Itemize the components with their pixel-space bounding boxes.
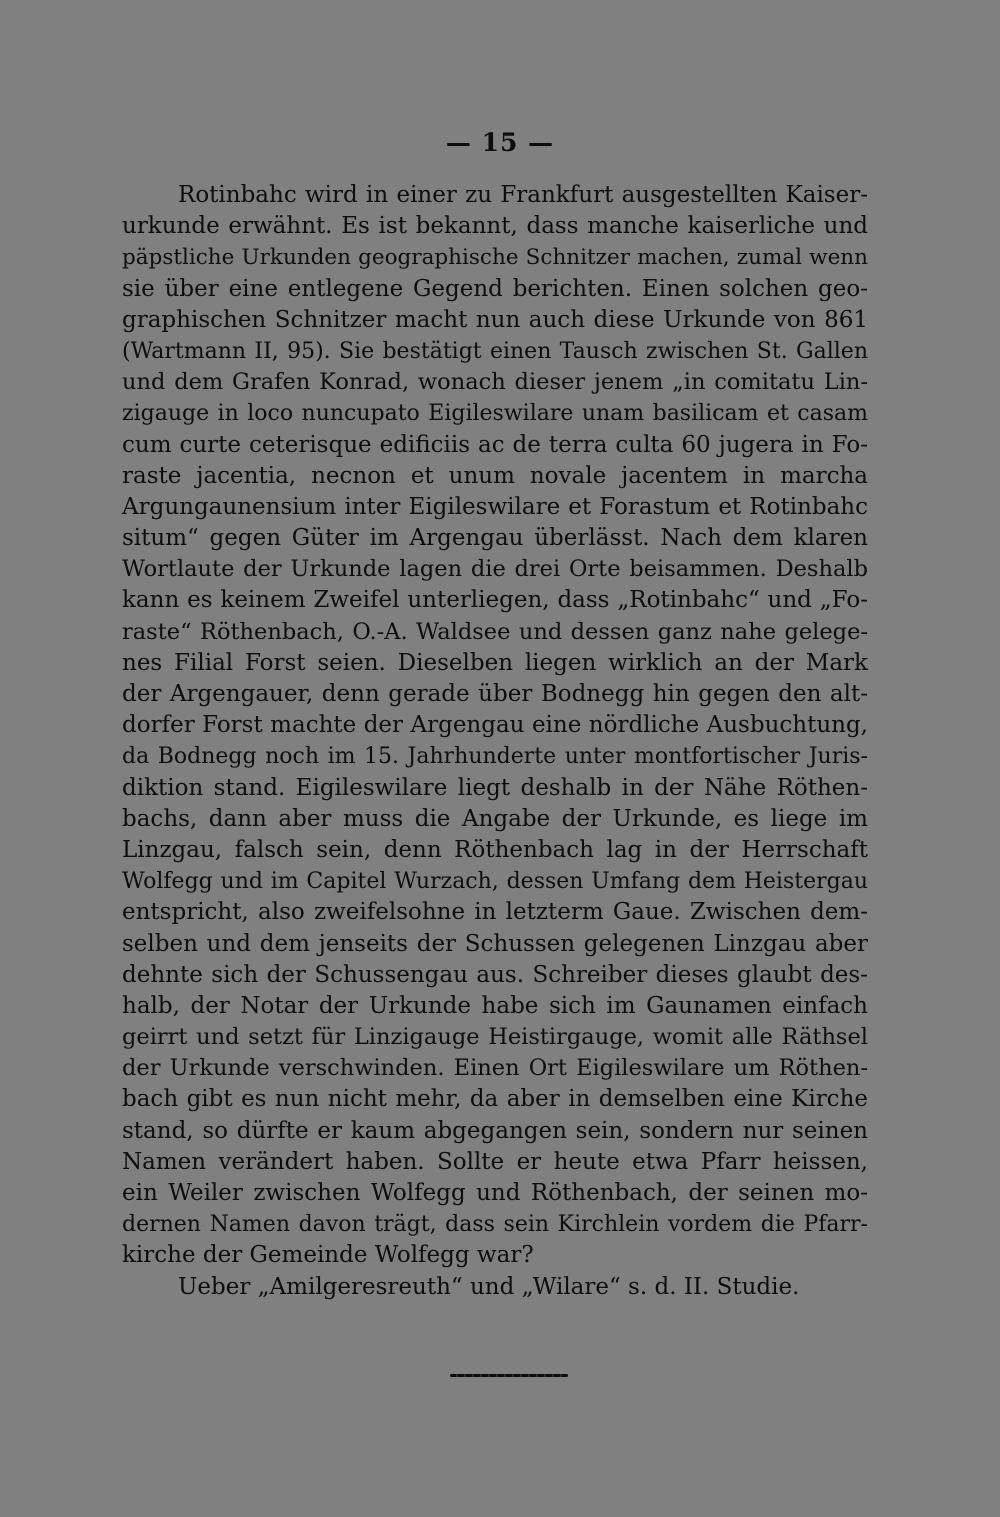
text-line: geirrt und setzt für Linzigauge Heistirgauge, womit alle Räthsel [122, 1024, 868, 1051]
text-line: zigauge in loco nuncupato Eigileswilare unam basilicam et casam [122, 401, 868, 427]
text-line: bach gibt es nun nicht mehr, da aber in demselben eine Kirche [122, 1086, 868, 1113]
text-line: nes Filial Forst seien. Dieselben liegen wirklich an der Mark [122, 649, 868, 676]
text-line: der Urkunde verschwinden. Einen Ort Eigileswilare um Röthen- [122, 1055, 868, 1082]
body-text [122, 180, 868, 1303]
text-line: raste jacentia, necnon et unum novale jacentem in marcha [122, 462, 868, 489]
text-line: ein Weiler zwischen Wolfegg und Röthenbach, der seinen mo- [122, 1180, 868, 1206]
text-line: graphischen Schnitzer macht nun auch diese Urkunde von 861 [122, 306, 868, 333]
text-line: Argungaunensium inter Eigileswilare et Forastum et Rotinbahc [122, 493, 868, 520]
text-line: Namen verändert haben. Sollte er heute etwa Pfarr heissen, [122, 1148, 868, 1175]
text-line: cum curte ceterisque edificiis ac de terra culta 60 jugera in Fo- [122, 431, 868, 458]
text-line: Wolfegg und im Capitel Wurzach, dessen Umfang dem Heistergau [122, 869, 868, 895]
text-line: sie über eine entlegene Gegend berichten. Einen solchen geo- [122, 275, 868, 302]
text-line: halb, der Notar der Urkunde habe sich im Gaunamen einfach [122, 992, 868, 1019]
text-line: (Wartmann II, 95). Sie bestätigt einen Tausch zwischen St. Gallen [122, 338, 868, 364]
text-line: dorfer Forst machte der Argengau eine nördliche Ausbuchtung, [122, 712, 868, 739]
text-line: selben und dem jenseits der Schussen gelegenen Linzgau aber [122, 930, 868, 957]
text-line: diktion stand. Eigileswilare liegt deshalb in der Nähe Röthen- [122, 774, 868, 801]
text-line: dernen Namen davon trägt, dass sein Kirchlein vordem die Pfarr- [122, 1212, 868, 1238]
text-line: bachs, dann aber muss die Angabe der Urkunde, es liege im [122, 805, 868, 832]
text-line: der Argengauer, denn gerade über Bodnegg hin gegen den alt- [122, 681, 868, 707]
text-line: situm“ gegen Güter im Argengau überlässt. Nach dem klaren [122, 525, 868, 552]
text-line: kann es keinem Zweifel unterliegen, dass „Rotinbahc“ und „Fo- [122, 587, 868, 614]
end-ornament-rule [450, 1374, 568, 1377]
text-line: Rotinbahc wird in einer zu Frankfurt ausgestellten Kaiser- [178, 182, 868, 208]
text-line: da Bodnegg noch im 15. Jahrhunderte unter montfortischer Juris- [122, 744, 868, 770]
text-line: Wortlaute der Urkunde lagen die drei Orte beisammen. Deshalb [122, 556, 868, 583]
text-line: Linzgau, falsch sein, denn Röthenbach lag in der Herrschaft [122, 836, 868, 863]
text-line: dehnte sich der Schussengau aus. Schreiber dieses glaubt des- [122, 961, 868, 988]
text-line: entspricht, also zweifelsohne in letzterm Gaue. Zwischen dem- [122, 899, 868, 926]
text-line: raste“ Röthenbach, O.-A. Waldsee und dessen ganz nahe gelege- [122, 618, 868, 645]
text-line: stand, so dürfte er kaum abgegangen sein, sondern nur seinen [122, 1117, 868, 1144]
text-line: urkunde erwähnt. Es ist bekannt, dass manche kaiserliche und [122, 213, 868, 240]
text-line: päpstliche Urkunden geographische Schnitzer machen, zumal wenn [122, 245, 868, 271]
page-number: — 15 — [445, 128, 555, 157]
text-line: und dem Grafen Konrad, wonach dieser jenem „in comitatu Lin- [122, 369, 868, 396]
text-line: kirche der Gemeinde Wolfegg war? [122, 1242, 534, 1269]
closing-paragraph: Ueber „Amilgeresreuth“ und „Wilare“ s. d. II. Studie. [178, 1273, 800, 1300]
